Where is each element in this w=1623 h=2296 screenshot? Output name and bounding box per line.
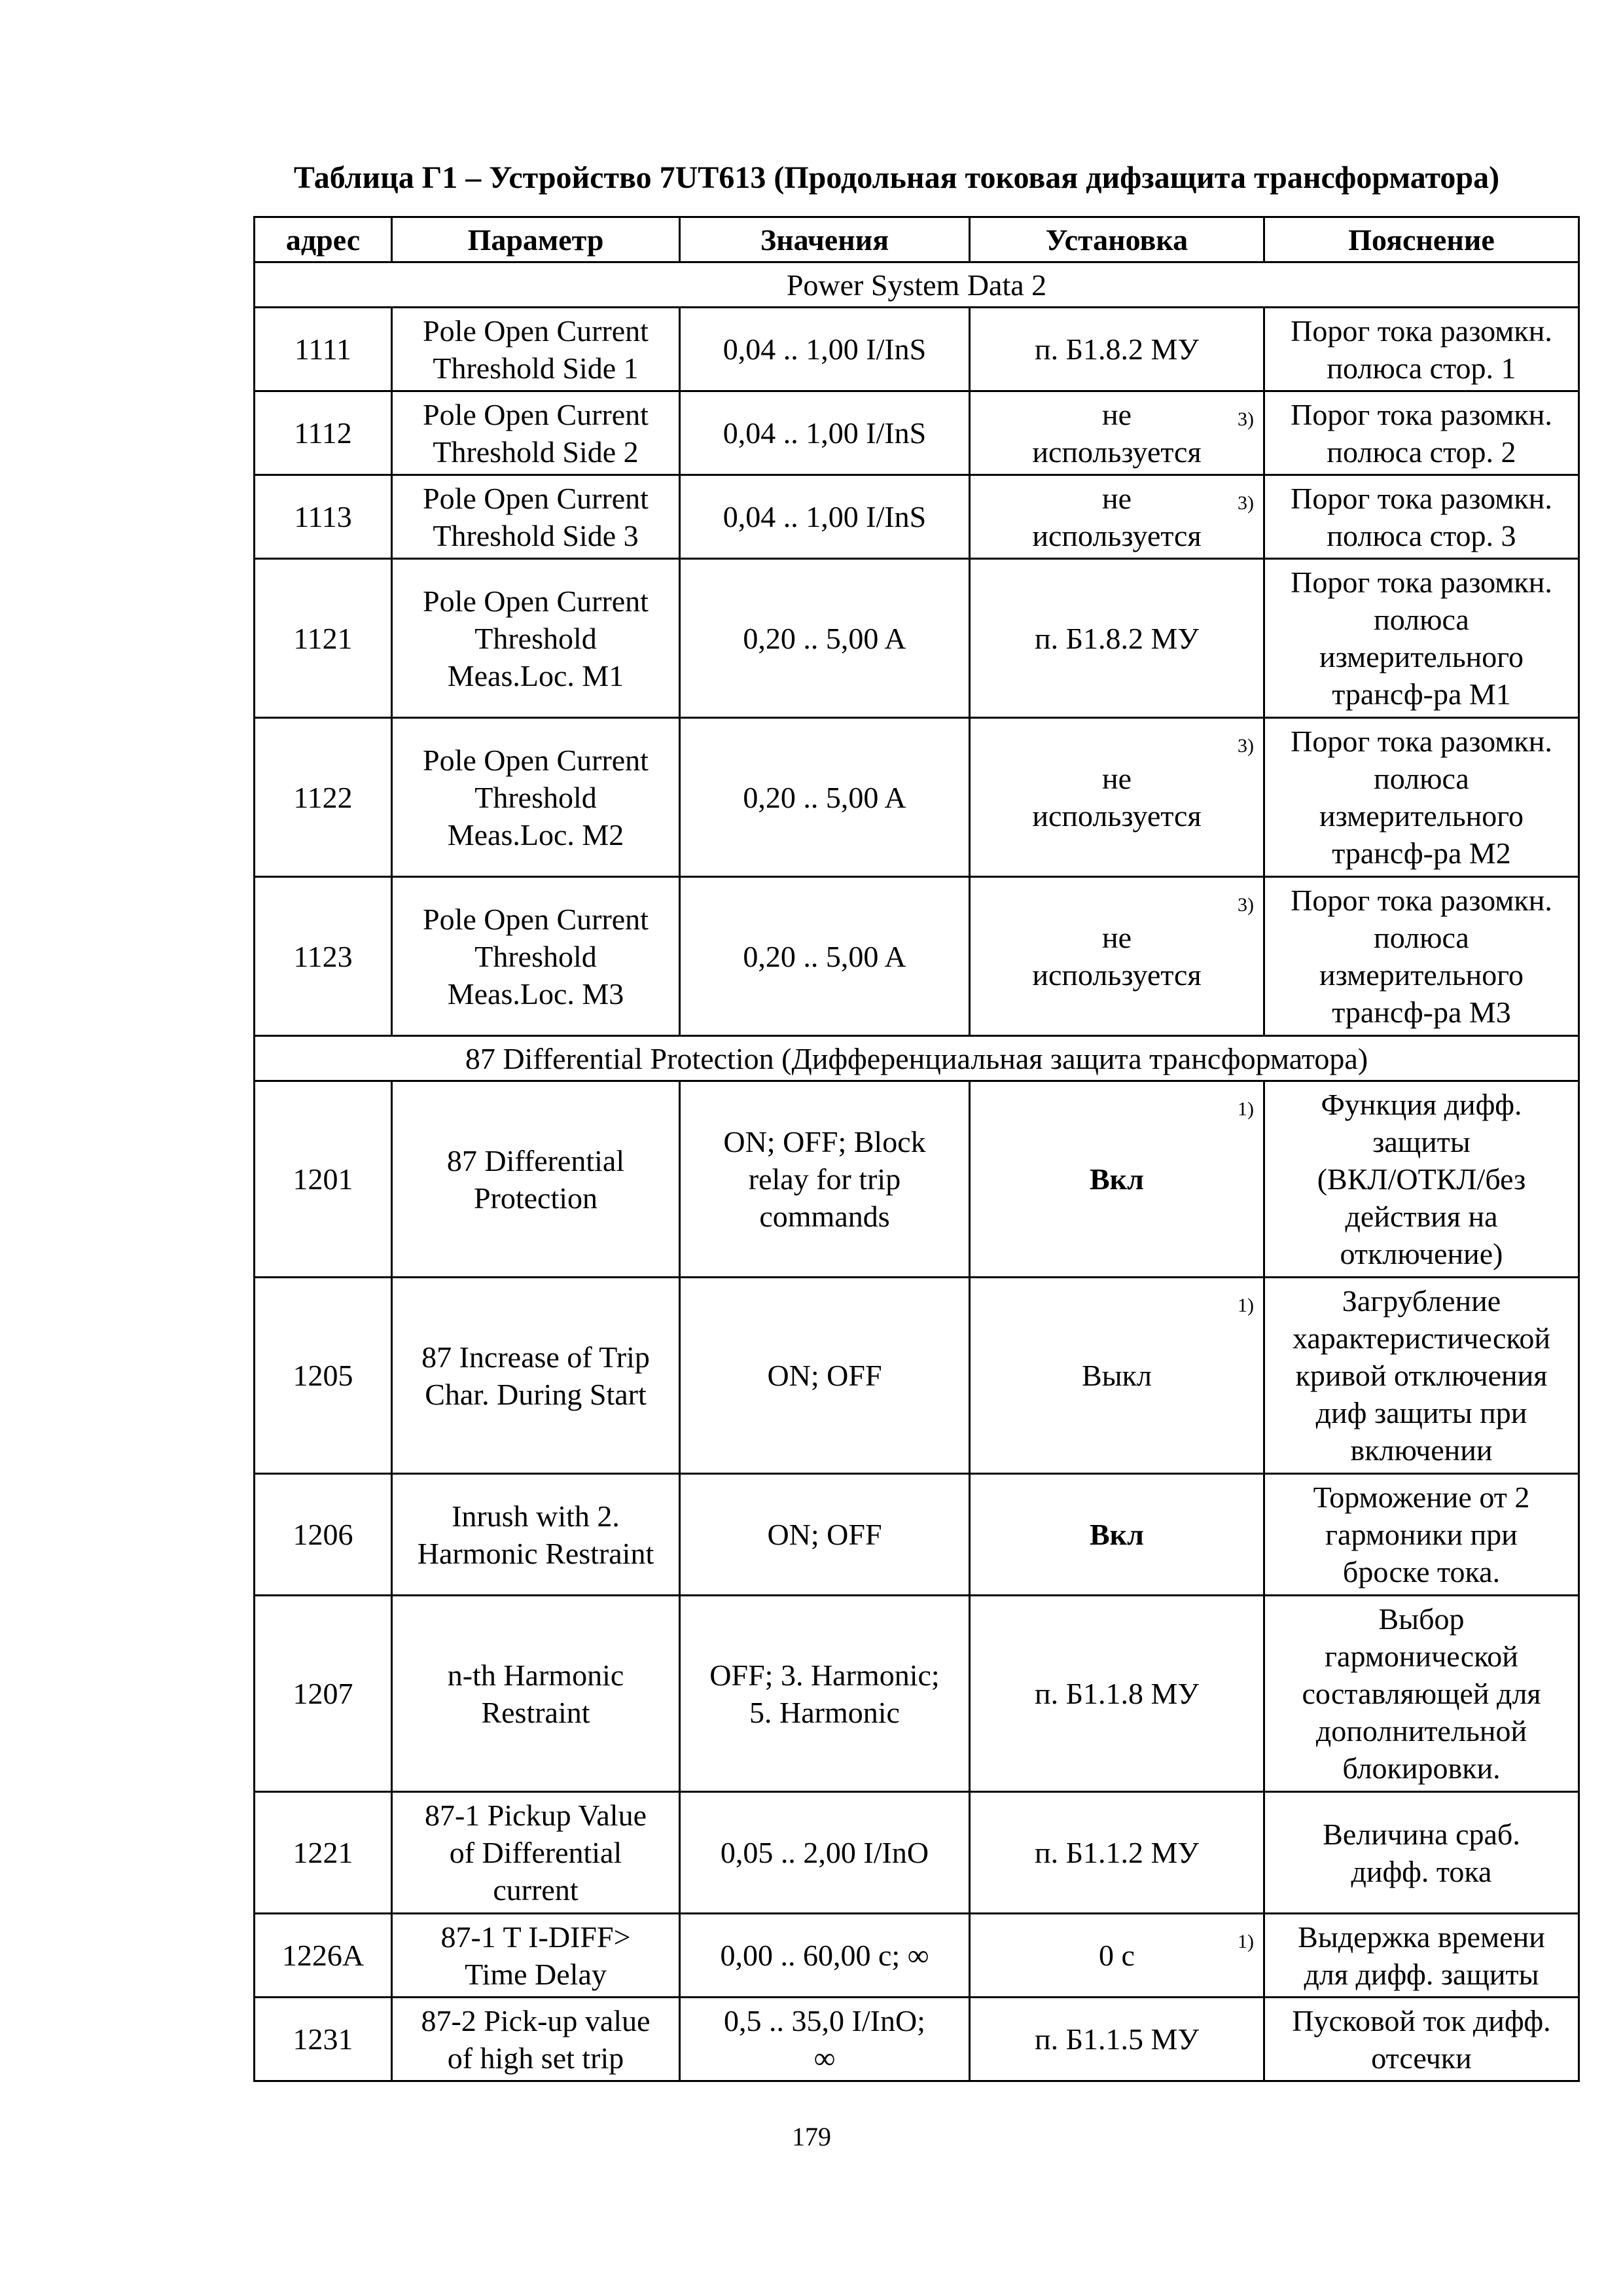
address-cell: 1113 [255,475,392,559]
address-cell: 1123 [255,877,392,1036]
setting-cell [970,877,1264,1036]
address-cell: 1122 [255,718,392,877]
values-cell: 0,20 .. 5,00 A [680,877,970,1036]
explanation-cell: Выдержка времени для дифф. защиты [1264,1914,1579,1998]
explanation-cell: Выбор гармонической составляющей для дополнительной блокировки. [1264,1596,1579,1792]
setting-value: п. Б1.1.2 МУ [1034,1836,1199,1869]
table-row [255,1278,1579,1474]
address-cell: 1231 [255,1998,392,2081]
parameter-cell: Pole Open Current Threshold Meas.Loc. M2 [392,718,680,877]
values-cell: 0,20 .. 5,00 A [680,718,970,877]
values-cell: 0,04 .. 1,00 I/InS [680,308,970,391]
table-row [255,718,1579,877]
parameter-cell: Pole Open Current Threshold Side 3 [392,475,680,559]
footnote-mark: 1) [1238,1295,1254,1316]
table-row [255,1081,1579,1278]
setting-value: Вкл [1090,1518,1144,1551]
setting-cell [970,475,1264,559]
header-values: Значения [680,217,970,262]
address-cell: 1206 [255,1474,392,1596]
setting-value: не используется [1032,921,1202,992]
footnote-mark: 1) [1238,1098,1254,1120]
setting-value: п. Б1.8.2 МУ [1034,332,1199,366]
setting-cell [970,308,1264,391]
parameter-cell: Pole Open Current Threshold Side 1 [392,308,680,391]
setting-value: 0 с [1099,1939,1135,1972]
setting-cell [970,1998,1264,2081]
setting-cell [970,1278,1264,1474]
setting-cell [970,1081,1264,1278]
address-cell: 1207 [255,1596,392,1792]
section-title: 87 Differential Protection (Дифференциальная защита трансформатора) [255,1036,1579,1081]
table-row [255,1998,1579,2081]
table-row [255,1792,1579,1914]
header-explanation: Пояснение [1264,217,1579,262]
parameter-cell: 87 Increase of Trip Char. During Start [392,1278,680,1474]
explanation-cell: Порог тока разомкн. полюса измерительного трансф-ра М1 [1264,559,1579,718]
table-row [255,308,1579,391]
explanation-cell: Порог тока разомкн. полюса стор. 3 [1264,475,1579,559]
setting-cell [970,1474,1264,1596]
section-row [255,1036,1579,1081]
explanation-cell: Порог тока разомкн. полюса стор. 1 [1264,308,1579,391]
parameter-cell: Pole Open Current Threshold Meas.Loc. M3 [392,877,680,1036]
address-cell: 1221 [255,1792,392,1914]
setting-value: п. Б1.1.8 МУ [1034,1677,1199,1710]
address-cell: 1112 [255,391,392,475]
explanation-cell: Функция дифф. защиты (ВКЛ/ОТКЛ/без действия на отключение) [1264,1081,1579,1278]
footnote-mark: 3) [1238,894,1254,916]
parameter-cell: 87-1 Pickup Value of Differential current [392,1792,680,1914]
setting-cell [970,1596,1264,1792]
values-cell: 0,04 .. 1,00 I/InS [680,391,970,475]
parameter-cell: 87 Differential Protection [392,1081,680,1278]
header-setting: Установка [970,217,1264,262]
explanation-cell: Величина сраб. дифф. тока [1264,1792,1579,1914]
footnote-mark: 3) [1238,735,1254,757]
values-cell: ON; OFF [680,1474,970,1596]
page-number: 179 [792,2122,831,2151]
setting-value: не используется [1032,397,1202,469]
setting-value: п. Б1.8.2 МУ [1034,621,1199,655]
setting-cell [970,559,1264,718]
address-cell: 1205 [255,1278,392,1474]
footnote-mark: 3) [1238,492,1254,514]
values-cell: 0,5 .. 35,0 I/InO; ∞ [680,1998,970,2081]
section-row [255,262,1579,308]
table-row [255,1474,1579,1596]
explanation-cell: Порог тока разомкн. полюса измерительного трансф-ра М3 [1264,877,1579,1036]
setting-value: п. Б1.1.5 МУ [1034,2022,1199,2056]
header-parameter: Параметр [392,217,680,262]
explanation-cell: Загрубление характеристической кривой отключения диф защиты при включении [1264,1278,1579,1474]
parameter-cell: Pole Open Current Threshold Side 2 [392,391,680,475]
table-body [255,262,1579,2081]
setting-value: не используется [1032,481,1202,552]
values-cell: ON; OFF; Block relay for trip commands [680,1081,970,1278]
explanation-cell: Торможение от 2 гармоники при броске тока. [1264,1474,1579,1596]
table-caption: Таблица Г1 – Устройство 7UT613 (Продольная токовая дифзащита трансформатора) [293,160,1500,195]
section-title: Power System Data 2 [255,262,1579,308]
parameter-cell: 87-2 Pick-up value of high set trip [392,1998,680,2081]
parameter-cell: Pole Open Current Threshold Meas.Loc. M1 [392,559,680,718]
setting-cell [970,1914,1264,1998]
footnote-mark: 3) [1238,408,1254,430]
setting-value: не используется [1032,762,1202,833]
address-cell: 1121 [255,559,392,718]
table-row [255,559,1579,718]
parameter-cell: n-th Harmonic Restraint [392,1596,680,1792]
explanation-cell: Пусковой ток дифф. отсечки [1264,1998,1579,2081]
values-cell: 0,04 .. 1,00 I/InS [680,475,970,559]
address-cell: 1111 [255,308,392,391]
header-address: адрес [255,217,392,262]
table-row [255,475,1579,559]
footnote-mark: 1) [1238,1931,1254,1952]
values-cell: ON; OFF [680,1278,970,1474]
values-cell: 0,05 .. 2,00 I/InO [680,1792,970,1914]
parameters-table [253,216,1580,2082]
explanation-cell: Порог тока разомкн. полюса стор. 2 [1264,391,1579,475]
setting-cell [970,391,1264,475]
setting-value: Выкл [1082,1359,1152,1392]
setting-cell [970,1792,1264,1914]
values-cell: 0,20 .. 5,00 A [680,559,970,718]
setting-value: Вкл [1090,1162,1144,1196]
setting-cell [970,718,1264,877]
parameter-cell: 87-1 T I-DIFF> Time Delay [392,1914,680,1998]
table-row [255,391,1579,475]
values-cell: 0,00 .. 60,00 с; ∞ [680,1914,970,1998]
table-row [255,877,1579,1036]
table-row [255,1596,1579,1792]
table-row [255,1914,1579,1998]
parameter-cell: Inrush with 2. Harmonic Restraint [392,1474,680,1596]
explanation-cell: Порог тока разомкн. полюса измерительного трансф-ра М2 [1264,718,1579,877]
header-row [255,217,1579,262]
address-cell: 1226A [255,1914,392,1998]
address-cell: 1201 [255,1081,392,1278]
values-cell: OFF; 3. Harmonic; 5. Harmonic [680,1596,970,1792]
